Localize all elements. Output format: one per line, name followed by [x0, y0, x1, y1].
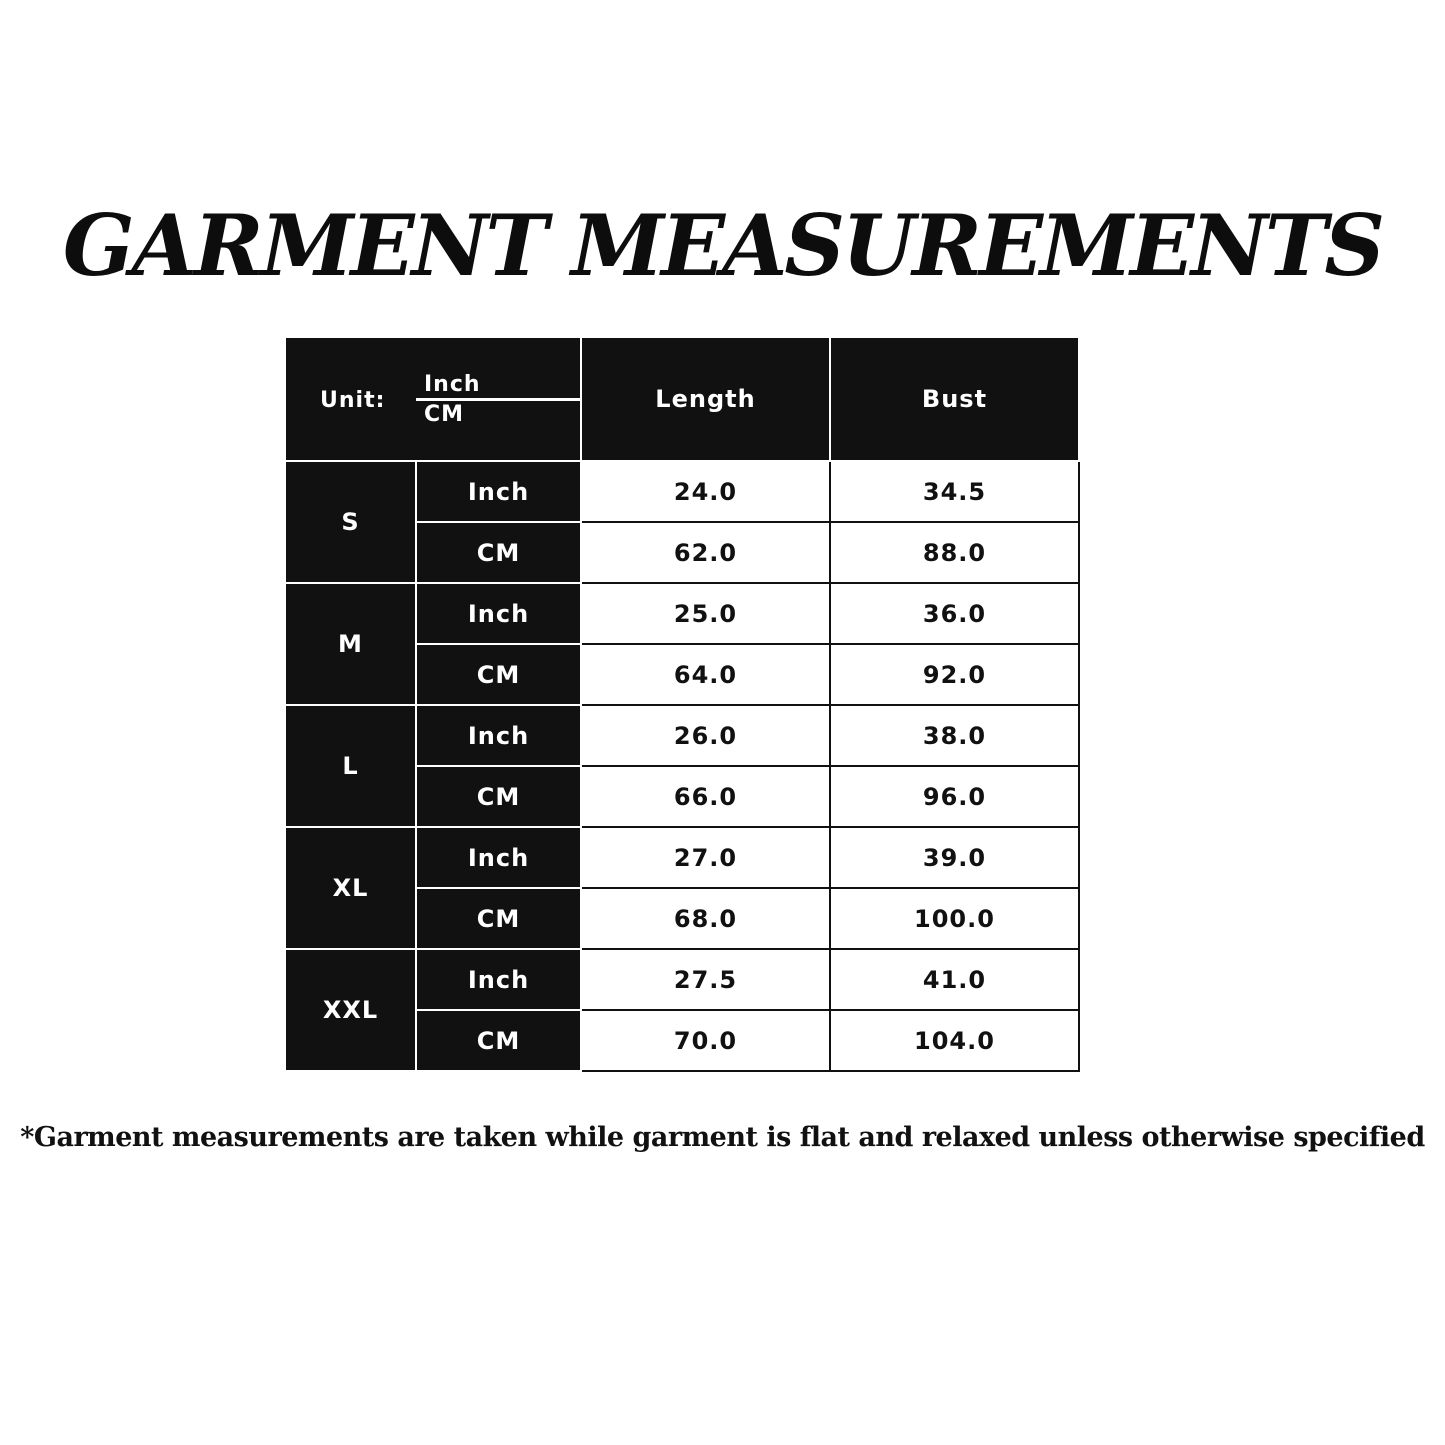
header-row: [285, 337, 1079, 461]
unit-label-cell: Inch: [416, 949, 581, 1010]
bust-value-cell: 92.0: [830, 644, 1079, 705]
unit-label-cell: CM: [416, 888, 581, 949]
length-value-cell: 62.0: [581, 522, 830, 583]
table-row: [285, 949, 1079, 1010]
table-row: [285, 705, 1079, 766]
length-value-cell: 64.0: [581, 644, 830, 705]
size-label: XL: [285, 827, 416, 949]
column-header-bust: Bust: [830, 337, 1079, 461]
unit-divider: [416, 398, 580, 401]
length-value-cell: 27.5: [581, 949, 830, 1010]
size-table: [284, 336, 1080, 1072]
size-label: XXL: [285, 949, 416, 1071]
size-label: L: [285, 705, 416, 827]
footnote: *Garment measurements are taken while garment is flat and relaxed unless otherwise specified: [20, 1122, 1425, 1153]
unit-inch-label: Inch: [424, 372, 481, 397]
unit-label-cell: Inch: [416, 705, 581, 766]
bust-value-cell: 100.0: [830, 888, 1079, 949]
length-value-cell: 70.0: [581, 1010, 830, 1071]
length-value-cell: 25.0: [581, 583, 830, 644]
length-value-cell: 24.0: [581, 461, 830, 522]
bust-value-cell: 39.0: [830, 827, 1079, 888]
size-chart: [284, 336, 1078, 1068]
length-value-cell: 66.0: [581, 766, 830, 827]
bust-value-cell: 104.0: [830, 1010, 1079, 1071]
bust-value-cell: 88.0: [830, 522, 1079, 583]
unit-label-cell: Inch: [416, 827, 581, 888]
bust-value-cell: 34.5: [830, 461, 1079, 522]
length-value-cell: 27.0: [581, 827, 830, 888]
table-row: [285, 461, 1079, 522]
unit-label-cell: CM: [416, 766, 581, 827]
bust-value-cell: 96.0: [830, 766, 1079, 827]
table-row: [285, 583, 1079, 644]
unit-label-cell: CM: [416, 644, 581, 705]
bust-value-cell: 36.0: [830, 583, 1079, 644]
page-title: GARMENT MEASUREMENTS: [62, 196, 1383, 295]
unit-label-cell: Inch: [416, 461, 581, 522]
unit-label-cell: CM: [416, 522, 581, 583]
bust-value-cell: 38.0: [830, 705, 1079, 766]
column-header-length: Length: [581, 337, 830, 461]
unit-cm-label: CM: [424, 402, 465, 427]
size-label: S: [285, 461, 416, 583]
size-label: M: [285, 583, 416, 705]
bust-value-cell: 41.0: [830, 949, 1079, 1010]
unit-label-cell: Inch: [416, 583, 581, 644]
unit-header-cell: [285, 337, 581, 461]
length-value-cell: 68.0: [581, 888, 830, 949]
length-value-cell: 26.0: [581, 705, 830, 766]
table-row: [285, 827, 1079, 888]
unit-label: Unit:: [320, 388, 386, 413]
unit-label-cell: CM: [416, 1010, 581, 1071]
